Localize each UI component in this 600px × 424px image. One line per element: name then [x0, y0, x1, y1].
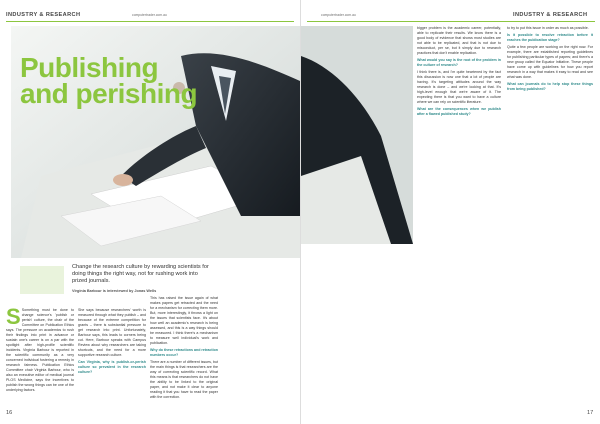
right-header-url: computertrader.com.au — [321, 13, 356, 17]
right-column-1 — [417, 26, 501, 119]
left-subhead-2: Why do these retractions and retraction numbers occur? — [150, 348, 218, 357]
right-page — [300, 0, 600, 424]
title-line-1: Publishing — [20, 52, 159, 83]
right-col1-text: bigger problem is the academic career, potentially, able to replicate their results. We know there is a good body of evidence that shows most studies are not able to be replicated, and that is not due to misconduct, per se, but it simply due to research practices that don't enable replication. — [417, 26, 501, 55]
left-page-number: 16 — [6, 410, 13, 416]
right-page-number: 17 — [587, 410, 594, 416]
left-header-url: computertrader.com.au — [132, 13, 167, 17]
right-subhead-2: What are the consequences when we publish after a flawed published study? — [417, 107, 501, 116]
left-column-3 — [150, 296, 218, 402]
left-col2-text: She says because researchers' worth is measured through what they publish – and because of the extreme competition for grants – there is substantial pressure to get research into print. Unfortunately, Barbour says, this leads to corners being cut. Here, Barbour speaks with Campus Review about why researchers are taking shortcuts, and the need for a more supportive research culture. — [78, 308, 146, 357]
left-col4-text: There are a number of different issues, but the main things is that researchers are the way of correcting scientific record. What this means is that researchers do not have the ability to be linked to the original paper, and not make it clear to anyone reading it that you have to read the paper with the correction. — [150, 360, 218, 399]
title-line-2: and perishing — [20, 78, 198, 109]
article-credit: Virginia Barbour is interviewed by Jonas Wells — [72, 289, 157, 293]
dek-accent-block — [20, 266, 64, 294]
article-title — [20, 52, 198, 109]
left-section-header: INDUSTRY & RESEARCH — [6, 12, 81, 18]
left-col1-text: Something must be done to change science's 'publish or perish' culture, the chair of the Committee on Publication Ethics says. The pressure on academics to rush their findings into print in advance or sustain one's career is on a par with the spotlight after high-profile scientific incidents. Virginia Barbour is reported in the scientific community as a very concerned individual fostering a remedy in research fairness. Publication Ethics Committee chair Virginia Barbour, who is also an executive editor of medical journal PLOS Medicine, says the incentives to publish the wrong things can be one of the underlying factors. — [6, 308, 74, 392]
right-column-2 — [507, 26, 593, 94]
left-column-2 — [78, 308, 146, 377]
hero-photo-continued — [301, 26, 413, 244]
right-section-header: INDUSTRY & RESEARCH — [513, 12, 588, 18]
right-col2-text: I think there is, and I'm quite heartened by the fact this discussion is now one that a lot of people are having. It's targeting attitudes around the way research is done – and we're looking at that. It's high-level enough that we're aware of it. The expecting there is that you want to have a culture where we can rely on scientific literature. — [417, 70, 501, 104]
left-subhead-1: Can Virginia, why is publish-or-perish culture so prevalent in the research culture? — [78, 360, 146, 374]
right-subhead-4: What can journals do to help stop these things from being published? — [507, 82, 593, 91]
article-dek: Change the research culture by rewarding scientists for doing things the right way, not for rushing work into prized journals. — [72, 264, 209, 284]
right-subhead-1: What would you say is the root of the problem in the culture of research? — [417, 58, 501, 67]
right-col3-text: to try to put this issue in order as much as possible. — [507, 26, 589, 30]
left-col3-text: This has raised the issue again of what makes papers get retracted and the need for a mechanism for correcting them more. But, more interestingly, it throws a light on the issues that scientists face. It's about how well an academic's research is being assessed, and this is a way things should be measured. I think there's a mechanism to measure well individual's work and publication. — [150, 296, 218, 345]
left-column-1 — [6, 304, 74, 395]
right-header-rule — [307, 21, 595, 22]
left-header-rule — [6, 21, 294, 22]
dropcap: S — [6, 304, 21, 329]
right-subhead-3: Is it possible to resolve retraction before it reaches the publication stage? — [507, 33, 593, 42]
right-col4-text: Quite a few people are working on the right now. For example, there are established reporting guidelines for publishing particular types of papers; and there's a new group called the Equator Initiative. These people have come up with guidelines for how you report research in a way that makes it easy to read and see what was done. — [507, 45, 593, 79]
